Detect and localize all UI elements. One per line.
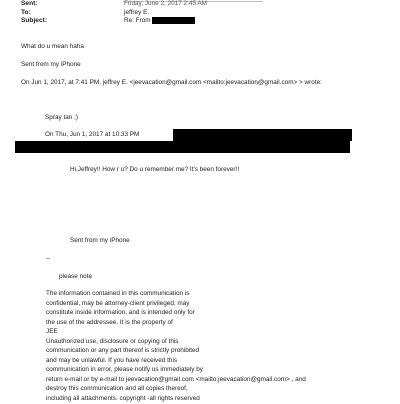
disclaimer-block [46,290,306,404]
original-message-text: Hi,Jeffrey!! How r u? Do u remember me? It's been forever!! [70,166,239,174]
sender-redaction-2 [15,141,350,153]
disclaimer-line: confidential, may be attorney-client privileged, may [46,300,306,310]
signature-dash: -- [46,255,50,263]
disclaimer-line: return e-mail or by e-mail to jeevacation@gmail.com <mailto:jeevacation@gmail.com> , and [46,376,306,386]
disclaimer-line: destroy this communication and all copies thereof, [46,385,306,395]
sent-label: Sent: [21,0,37,8]
disclaimer-line: Unauthorized use, disclosure or copying of this [46,338,306,348]
reply-text: What do u mean haha [21,43,84,51]
disclaimer-line: constitute inside information, and is intended only for [46,309,306,319]
note-heading: please note [59,273,92,281]
sent-value: Friday, June 2, 2017 2:45 AM [124,0,207,8]
disclaimer-line: including all attachments. copyright -all rights reserved [46,395,306,404]
disclaimer-line: and may be unlawful. If you have received this [46,357,306,367]
to-label: To: [21,9,31,17]
disclaimer-line: JEE [46,328,306,338]
subject-redaction [152,17,195,24]
disclaimer-line: communication in error, please notify us immediately by [46,366,306,376]
disclaimer-line: communication or any part thereof is strictly prohibited [46,347,306,357]
quote-header: On Jun 1, 2017, at 7:41 PM, jeffrey E. <jeevacation@gmail.com <mailto:jeevacation@gmail.com> > wrote: [21,79,322,87]
disclaimer-line: the use of the addressee. It is the property of [46,319,306,329]
signature-line: Sent from my iPhone [21,61,81,69]
subject-label: Subject: [21,17,47,25]
nested-quote-header: On Thu, Jun 1, 2017 at 10:33 PM [45,131,139,139]
sender-redaction-1 [173,129,352,141]
disclaimer-line: The information contained in this communication is [46,290,306,300]
original-signature: Sent from my iPhone [70,237,130,245]
to-value: jeffrey E. [124,9,149,17]
quoted-reply-text: Spray tan ;) [45,114,78,122]
subject-value: Re: From [124,17,151,25]
